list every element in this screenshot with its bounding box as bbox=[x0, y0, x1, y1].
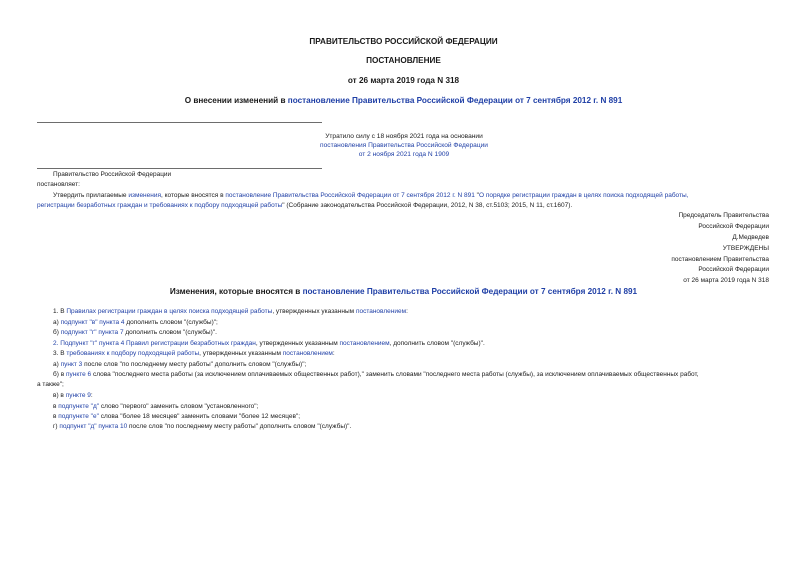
change-item-1: 1. В Правилах регистрации граждан в целях поиска подходящей работы, утвержденных указанным постановлением: bbox=[53, 308, 408, 315]
resolves-text: постановляет: bbox=[37, 181, 80, 188]
repealing-resolution-link-line1[interactable]: постановления Правительства Российской Федерации bbox=[320, 142, 488, 150]
approval-date: от 26 марта 2019 года N 318 bbox=[683, 277, 769, 284]
change-item-3c-1: в подпункте "д" слово "первого" заменить словом "установленного"; bbox=[53, 403, 259, 410]
change-item-3b-continuation: а также"; bbox=[37, 381, 64, 388]
unemployed-registration-rules-link[interactable]: 2. Подпункт "г" пункта 4 Правил регистрации безработных граждан bbox=[53, 340, 256, 347]
point-6-link[interactable]: пункте 6 bbox=[65, 371, 92, 378]
change-item-3: 3. В требованиях к подбору подходящей работы, утвержденных указанным постановлением: bbox=[53, 350, 335, 357]
government-heading: ПРАВИТЕЛЬСТВО РОССИЙСКОЙ ФЕДЕРАЦИИ bbox=[309, 37, 498, 46]
change-item-2: 2. Подпункт "г" пункта 4 Правил регистрации безработных граждан, утвержденных указанным постановлением, дополнить словом "(службы)". bbox=[53, 340, 485, 347]
signature-name: Д.Медведев bbox=[732, 234, 769, 241]
divider-top bbox=[37, 122, 322, 123]
changes-link[interactable]: изменения bbox=[128, 192, 161, 199]
change-item-1a: а) подпункт "в" пункта 4 дополнить словом "(службы)"; bbox=[53, 319, 218, 326]
subpoint-e-link[interactable]: подпункте "е" bbox=[58, 413, 99, 420]
resolution-paragraph-line1: Утвердить прилагаемые изменения, которые вносятся в постановление Правительства Российской Федерации от 7 сентября 2012 г. N 891 "О порядке регистрации граждан в целях поиска подходящей работы, bbox=[53, 192, 689, 199]
document-title-prefix: О внесении изменений в bbox=[184, 96, 288, 105]
resolution-891-link[interactable]: постановление Правительства Российской Федерации от 7 сентября 2012 г. N 891 bbox=[225, 192, 475, 199]
signature-position-line2: Российской Федерации bbox=[698, 223, 769, 230]
change-item-3a: а) пункт 3 после слов "по последнему месту работы" дополнить словом "(службы)"; bbox=[53, 361, 307, 368]
change-item-3c: в) в пункте 9: bbox=[53, 392, 93, 399]
resolution-891-title-link-part2[interactable]: регистрации безработных граждан и требованиях к подбору подходящей работы bbox=[37, 202, 283, 209]
document-date-number: от 26 марта 2019 года N 318 bbox=[347, 76, 460, 85]
expiry-note-text: Утратило силу с 18 ноября 2021 года на основании bbox=[325, 133, 483, 140]
changes-title-prefix: Изменения, которые вносятся в bbox=[169, 287, 303, 296]
repealing-resolution-link-line2[interactable]: от 2 ноября 2021 года N 1909 bbox=[358, 151, 450, 159]
resolution-link-1[interactable]: постановлением bbox=[355, 308, 407, 315]
subpoint-g-point-7-link[interactable]: подпункт "г" пункта 7 bbox=[60, 329, 124, 336]
change-item-3b: б) в пункте 6 слова "последнего места работы (за исключением оплачиваемых общественных работ)," заменить словами "последнего места работы (службы), за исключением оплачиваемых общественных работ, bbox=[53, 371, 699, 378]
resolution-link-2[interactable]: постановлением bbox=[339, 340, 390, 347]
document-title bbox=[0, 96, 807, 105]
subpoint-d-link[interactable]: подпункте "д" bbox=[58, 403, 100, 410]
changes-title-resolution-891-link[interactable]: постановление Правительства Российской Федерации от 7 сентября 2012 г. N 891 bbox=[302, 287, 638, 296]
change-item-3d: г) подпункт "д" пункта 10 после слов "по последнему месту работы" дополнить словом "(службы)". bbox=[53, 423, 352, 430]
title-resolution-891-link[interactable]: постановление Правительства Российской Федерации от 7 сентября 2012 г. N 891 bbox=[287, 96, 623, 105]
changes-title bbox=[0, 287, 807, 296]
signature-position-line1: Председатель Правительства bbox=[678, 212, 769, 219]
resolution-link-3[interactable]: постановлением bbox=[282, 350, 333, 357]
registration-rules-link[interactable]: Правилах регистрации граждан в целях поиска подходящей работы bbox=[66, 308, 273, 315]
change-item-3c-2: в подпункте "е" слова "более 18 месяцев" заменить словами "более 12 месяцев"; bbox=[53, 413, 301, 420]
document-type-heading: ПОСТАНОВЛЕНИЕ bbox=[366, 56, 441, 65]
point-9-link[interactable]: пункте 9 bbox=[65, 392, 91, 399]
resolution-paragraph-line2: регистрации безработных граждан и требованиях к подбору подходящей работы" (Собрание законодательства Российской Федерации, 2012, N 38, ст.5103; 2015, N 11, ст.1607). bbox=[37, 202, 573, 209]
approval-by-line1: постановлением Правительства bbox=[671, 256, 769, 263]
change-item-1b: б) подпункт "г" пункта 7 дополнить словом "(службы)". bbox=[53, 329, 217, 336]
divider-bottom bbox=[37, 168, 322, 169]
resolution-891-title-link-part1[interactable]: О порядке регистрации граждан в целях поиска подходящей работы, bbox=[479, 192, 689, 199]
subpoint-d-point-10-link[interactable]: подпункт "д" пункта 10 bbox=[59, 423, 128, 430]
approval-by-line2: Российской Федерации bbox=[698, 266, 769, 273]
issuer-text: Правительство Российской Федерации bbox=[53, 171, 172, 178]
suitable-work-requirements-link[interactable]: требованиях к подбору подходящей работы bbox=[66, 350, 200, 357]
approval-approved: УТВЕРЖДЕНЫ bbox=[722, 245, 769, 252]
subpoint-v-point-4-link[interactable]: подпункт "в" пункта 4 bbox=[60, 319, 125, 326]
expiry-note bbox=[313, 132, 495, 160]
point-3-link[interactable]: пункт 3 bbox=[60, 361, 83, 368]
